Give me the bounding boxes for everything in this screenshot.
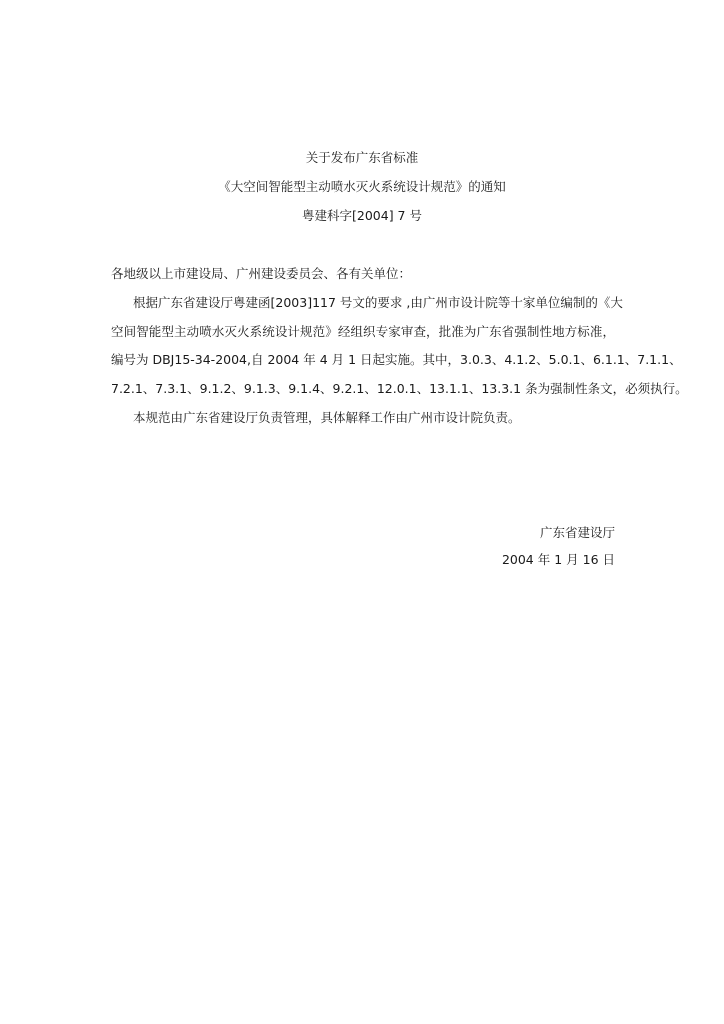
paragraph-1-line-1: 根据广东省建设厅粤建函[2003]117 号文的要求 ,由广州市设计院等十家单位编制的《大 — [133, 295, 623, 310]
document-number: 粤建科字[2004] 7 号 — [302, 208, 422, 223]
paragraph-1-line-3: 编号为 DBJ15-34-2004,自 2004 年 4 月 1 日起实施。其中，3.0.3、4.1.2、5.0.1、6.1.1、7.1.1、 — [111, 352, 682, 367]
notice-title: 关于发布广东省标准 — [305, 150, 419, 165]
standard-title: 《大空间智能型主动喷水灭火系统设计规范》的通知 — [218, 179, 506, 194]
signature-org: 广东省建设厅 — [539, 525, 615, 540]
paragraph-1-line-4: 7.2.1、7.3.1、9.1.2、9.1.3、9.1.4、9.2.1、12.0.1、13.1.1、13.3.1 条为强制性条文，必须执行。 — [111, 381, 688, 396]
paragraph-2: 本规范由广东省建设厅负责管理，具体解释工作由广州市设计院负责。 — [133, 410, 521, 425]
paragraph-1-line-2: 空间智能型主动喷水灭火系统设计规范》经组织专家审查，批准为广东省强制性地方标准， — [111, 324, 615, 339]
salutation: 各地级以上市建设局、广州建设委员会、各有关单位： — [111, 266, 412, 281]
signature-date: 2004 年 1 月 16 日 — [501, 552, 615, 567]
